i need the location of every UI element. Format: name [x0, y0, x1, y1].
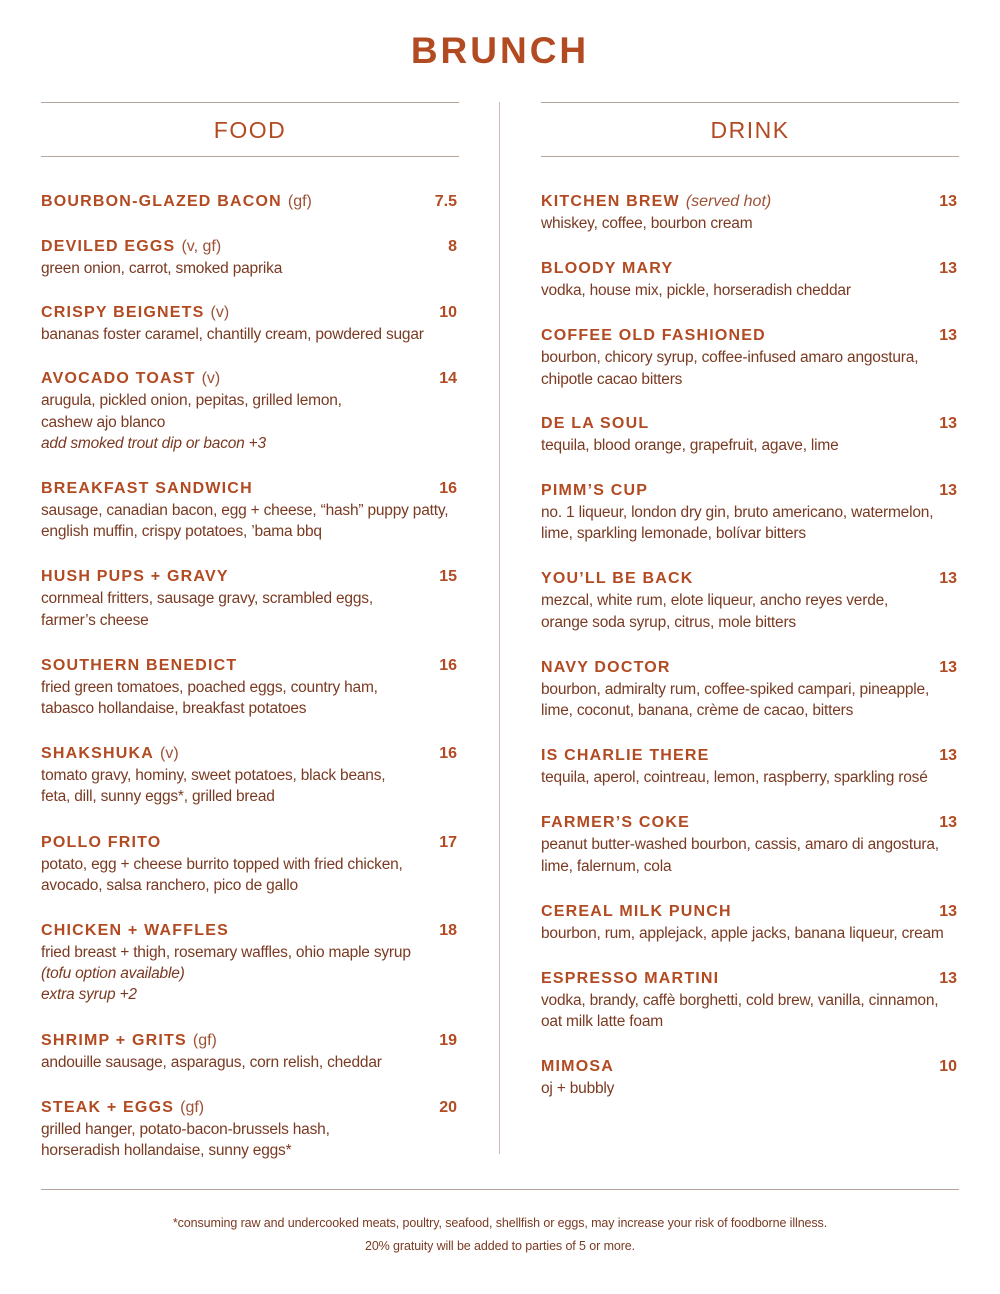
footer-divider: [41, 1189, 959, 1190]
food-item-title: [41, 743, 179, 765]
food-item-price: 18: [439, 922, 457, 940]
food-item-description: avocado, salsa ranchero, pico de gallo: [41, 876, 298, 894]
food-menu-item: [41, 302, 459, 345]
drink-item-description: tequila, aperol, cointreau, lemon, raspberry, sparkling rosé: [541, 769, 928, 787]
drink-item-description: vodka, brandy, caffè borghetti, cold brew, vanilla, cinnamon,: [541, 992, 939, 1010]
drink-item-name: ESPRESSO MARTINI: [541, 970, 720, 988]
footer-disclaimer: *consuming raw and undercooked meats, poultry, seafood, shellfish or eggs, may increase your risk of foodborne illness.: [172, 1216, 828, 1230]
food-item-description: potato, egg + cheese burrito topped with fried chicken,: [41, 855, 403, 873]
food-item-tag: (v): [160, 745, 179, 763]
food-item-note: extra syrup +2: [41, 986, 137, 1004]
food-item-note: (tofu option available): [41, 965, 185, 983]
food-item-title: [41, 655, 237, 677]
footer-gratuity: 20% gratuity will be added to parties of 5 or more.: [364, 1239, 636, 1253]
drink-item-header: [541, 745, 959, 767]
food-item-note: add smoked trout dip or bacon +3: [41, 434, 266, 452]
drink-column: [541, 102, 959, 1100]
food-item-price: 16: [439, 745, 457, 763]
food-item-tag: (gf): [287, 193, 312, 210]
drink-item-description: no. 1 liqueur, london dry gin, bruto americano, watermelon,: [541, 504, 934, 522]
drink-item-name: MIMOSA: [541, 1058, 614, 1076]
food-item-description: fried green tomatoes, poached eggs, country ham,: [41, 678, 378, 696]
drink-item-description: oj + bubbly: [541, 1080, 615, 1098]
drink-menu-item: [541, 480, 959, 544]
food-menu-item: [41, 368, 459, 454]
drink-item-name: KITCHEN BREW: [541, 193, 680, 210]
drink-item-tag: (served hot): [685, 193, 772, 210]
drink-item-description: oat milk latte foam: [541, 1013, 663, 1031]
drink-item-price: 13: [939, 327, 957, 345]
food-item-tag: (v): [210, 304, 230, 322]
drink-item-name: FARMER’S COKE: [541, 814, 690, 832]
food-item-description: grilled hanger, potato-bacon-brussels hash,: [41, 1120, 330, 1138]
drink-item-price: 13: [939, 570, 957, 588]
food-item-title: [41, 832, 161, 854]
drink-item-name: DE LA SOUL: [541, 414, 650, 432]
drink-item-price: 13: [939, 747, 957, 765]
drink-item-title: [541, 657, 671, 679]
drink-menu-item: [541, 258, 959, 301]
food-item-description: cashew ajo blanco: [41, 413, 166, 431]
food-item-name: POLLO FRITO: [41, 833, 162, 851]
drink-item-name: CEREAL MILK PUNCH: [541, 902, 732, 920]
food-item-description: tabasco hollandaise, breakfast potatoes: [41, 700, 307, 718]
food-item-name: HUSH PUPS + GRAVY: [41, 568, 229, 586]
drink-item-title: [541, 901, 732, 923]
food-item-name: DEVILED EGGS: [41, 238, 176, 255]
food-menu-item: [41, 832, 459, 896]
drink-item-name: NAVY DOCTOR: [541, 658, 671, 676]
food-menu-item: [41, 743, 459, 807]
food-column: [41, 102, 459, 1161]
drink-item-header: [541, 258, 959, 280]
drink-item-description: peanut butter-washed bourbon, cassis, amaro di angostura,: [541, 836, 939, 854]
food-item-title: [41, 566, 229, 588]
food-item-name: BREAKFAST SANDWICH: [41, 480, 253, 498]
drink-menu-item: [541, 901, 959, 944]
food-item-header: [41, 236, 459, 258]
food-item-price: 16: [439, 480, 457, 498]
column-divider: [499, 102, 500, 1154]
drink-item-header: [541, 480, 959, 502]
drink-item-header: [541, 1056, 959, 1078]
food-item-price: 16: [439, 656, 457, 674]
drink-item-price: 13: [939, 482, 957, 500]
food-item-tag: (v): [201, 370, 221, 388]
drink-item-title: [541, 1056, 614, 1078]
food-item-name: AVOCADO TOAST: [41, 370, 196, 388]
food-item-header: [41, 302, 459, 324]
drink-item-description: lime, sparkling lemonade, bolívar bitters: [541, 525, 806, 543]
food-item-price: 10: [439, 304, 457, 322]
food-item-name: STEAK + EGGS: [41, 1098, 175, 1116]
drink-item-description: chipotle cacao bitters: [541, 370, 683, 388]
drink-item-price: 13: [939, 193, 957, 210]
food-item-name: CHICKEN + WAFFLES: [41, 922, 229, 940]
drink-item-description: bourbon, chicory syrup, coffee-infused amaro angostura,: [541, 349, 919, 367]
food-item-price: 19: [439, 1031, 457, 1049]
drink-heading: DRINK: [541, 102, 959, 157]
drink-item-title: [541, 812, 690, 834]
food-item-description: sausage, canadian bacon, egg + cheese, “hash” puppy patty,: [41, 502, 449, 520]
drink-menu-item: [541, 657, 959, 721]
food-heading: FOOD: [41, 102, 459, 157]
food-item-title: [41, 478, 253, 500]
food-menu-item: [41, 566, 459, 630]
food-item-price: 20: [439, 1098, 457, 1116]
drink-item-description: bourbon, rum, applejack, apple jacks, banana liqueur, cream: [541, 924, 944, 942]
food-item-title: [41, 920, 229, 942]
drink-menu-item: [541, 413, 959, 456]
food-item-header: [41, 743, 459, 765]
drink-item-price: 13: [939, 658, 957, 676]
drink-item-description: orange soda syrup, citrus, mole bitters: [541, 613, 796, 631]
food-menu-item: [41, 920, 459, 1006]
food-menu-item: [41, 478, 459, 542]
menu-title: BRUNCH: [410, 30, 590, 71]
drink-item-title: [541, 745, 710, 767]
drink-menu-item: [541, 968, 959, 1032]
drink-item-name: COFFEE OLD FASHIONED: [541, 327, 766, 345]
drink-item-description: tequila, blood orange, grapefruit, agave, lime: [541, 436, 839, 454]
food-item-title: [41, 236, 221, 258]
drink-item-header: [541, 413, 959, 435]
food-item-header: [41, 1030, 459, 1052]
drink-menu-item: [541, 191, 959, 234]
food-item-header: [41, 478, 459, 500]
drink-menu-item: [541, 745, 959, 788]
drink-item-header: [541, 812, 959, 834]
food-item-name: SHRIMP + GRITS: [41, 1031, 187, 1049]
drink-item-header: [541, 901, 959, 923]
food-item-header: [41, 832, 459, 854]
drink-item-title: [541, 968, 719, 990]
food-item-title: [41, 1030, 217, 1052]
drink-item-price: 10: [939, 1058, 957, 1076]
food-item-tag: (gf): [192, 1031, 217, 1049]
food-item-description: fried breast + thigh, rosemary waffles, ohio maple syrup: [41, 944, 411, 962]
food-item-price: 8: [448, 238, 457, 255]
drink-item-title: [541, 191, 771, 213]
food-item-description: tomato gravy, hominy, sweet potatoes, black beans,: [41, 767, 386, 785]
food-item-description: andouille sausage, asparagus, corn relish, cheddar: [41, 1053, 382, 1071]
drink-item-price: 13: [939, 414, 957, 432]
food-item-description: bananas foster caramel, chantilly cream, powdered sugar: [41, 326, 424, 344]
food-item-title: [41, 302, 229, 324]
food-item-name: BOURBON-GLAZED BACON: [41, 193, 282, 210]
drink-item-name: PIMM’S CUP: [541, 482, 649, 500]
drink-item-name: YOU’LL BE BACK: [541, 570, 694, 588]
drink-item-description: lime, falernum, cola: [541, 857, 672, 875]
food-item-title: [41, 1097, 204, 1119]
drink-item-description: mezcal, white rum, elote liqueur, ancho reyes verde,: [541, 592, 889, 610]
food-item-title: [41, 368, 220, 390]
food-item-description: feta, dill, sunny eggs*, grilled bread: [41, 788, 275, 806]
drink-item-header: [541, 657, 959, 679]
food-list: [41, 191, 459, 1161]
drink-menu-item: [541, 1056, 959, 1099]
drink-menu-item: [541, 812, 959, 876]
food-item-header: [41, 920, 459, 942]
food-item-price: 14: [439, 370, 457, 388]
food-item-name: SOUTHERN BENEDICT: [41, 656, 238, 674]
food-item-header: [41, 191, 459, 213]
food-menu-item: [41, 655, 459, 719]
food-item-description: green onion, carrot, smoked paprika: [41, 260, 283, 277]
food-item-description: horseradish hollandaise, sunny eggs*: [41, 1142, 292, 1160]
drink-menu-item: [541, 568, 959, 632]
food-item-tag: (v, gf): [181, 238, 222, 255]
food-item-header: [41, 566, 459, 588]
drink-item-title: [541, 480, 648, 502]
drink-item-price: 13: [939, 902, 957, 920]
food-item-header: [41, 368, 459, 390]
drink-item-title: [541, 258, 673, 280]
drink-item-description: bourbon, admiralty rum, coffee-spiked campari, pineapple,: [541, 680, 930, 698]
food-item-tag: (gf): [180, 1098, 205, 1116]
drink-item-description: lime, coconut, banana, crème de cacao, bitters: [541, 702, 854, 720]
food-item-description: english muffin, crispy potatoes, ’bama bbq: [41, 523, 322, 541]
drink-list: [541, 191, 959, 1100]
drink-item-price: 13: [939, 970, 957, 988]
food-item-description: cornmeal fritters, sausage gravy, scrambled eggs,: [41, 590, 373, 608]
food-item-name: CRISPY BEIGNETS: [41, 304, 205, 322]
food-menu-item: [41, 236, 459, 279]
drink-item-title: [541, 413, 649, 435]
food-menu-item: [41, 1097, 459, 1161]
drink-item-name: IS CHARLIE THERE: [541, 747, 710, 765]
drink-item-price: 13: [939, 814, 957, 832]
drink-item-description: whiskey, coffee, bourbon cream: [541, 215, 753, 232]
food-item-price: 17: [439, 833, 457, 851]
drink-item-header: [541, 191, 959, 213]
drink-item-description: vodka, house mix, pickle, horseradish cheddar: [541, 282, 851, 300]
food-item-header: [41, 1097, 459, 1119]
food-item-title: [41, 191, 312, 213]
drink-item-title: [541, 568, 694, 590]
food-menu-item: [41, 191, 459, 213]
drink-item-header: [541, 325, 959, 347]
food-item-description: farmer’s cheese: [41, 611, 149, 629]
food-item-header: [41, 655, 459, 677]
food-item-price: 7.5: [434, 193, 457, 210]
drink-item-name: BLOODY MARY: [541, 260, 674, 278]
drink-item-header: [541, 968, 959, 990]
food-item-description: arugula, pickled onion, pepitas, grilled lemon,: [41, 392, 342, 410]
drink-item-title: [541, 325, 766, 347]
food-item-price: 15: [439, 568, 457, 586]
drink-item-header: [541, 568, 959, 590]
food-item-name: SHAKSHUKA: [41, 745, 155, 763]
drink-item-price: 13: [939, 260, 957, 278]
food-menu-item: [41, 1030, 459, 1073]
drink-menu-item: [541, 325, 959, 389]
